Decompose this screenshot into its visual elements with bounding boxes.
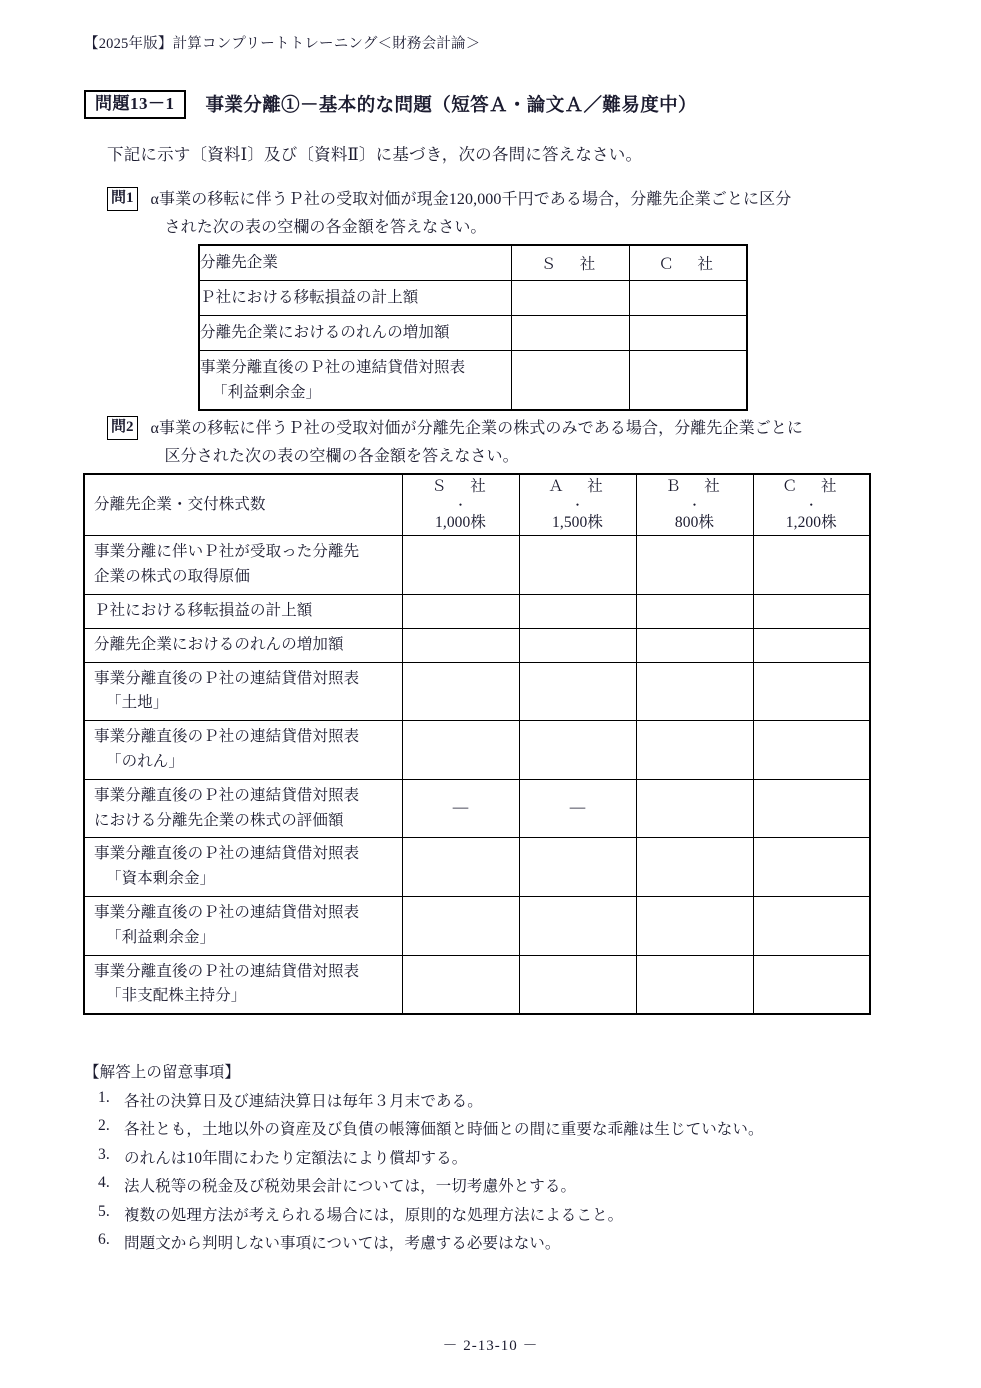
table-row (84, 955, 870, 1014)
table2-header-label: 分離先企業・交付株式数 (84, 474, 402, 536)
answer-cell[interactable] (519, 955, 636, 1014)
answer-cell[interactable] (753, 721, 870, 780)
table-row (84, 536, 870, 595)
note-text: 問題文から判明しない事項については，考慮する必要はない。 (124, 1235, 561, 1252)
answer-cell[interactable] (753, 838, 870, 897)
table1-row-label: 分離先企業におけるのれんの増加額 (199, 316, 511, 351)
answer-cell[interactable] (636, 838, 753, 897)
answer-cell[interactable] (402, 721, 519, 780)
question-2-line-2: 区分された次の表の空欄の各金額を答えなさい。 (164, 447, 519, 465)
table-row (84, 721, 870, 780)
col-separator-dot: ・ (805, 497, 818, 512)
note-text: 各社とも，土地以外の資産及び負債の帳簿価額と時価との間に重要な乖離は生じていない。 (124, 1121, 764, 1138)
note-number: 3. (98, 1145, 110, 1163)
answer-cell[interactable] (753, 594, 870, 628)
answer-cell[interactable] (402, 838, 519, 897)
answer-cell[interactable] (636, 779, 753, 838)
table-row (199, 281, 747, 316)
col-name: Ａ 社 (548, 478, 607, 495)
answer-cell[interactable] (753, 536, 870, 595)
answer-cell[interactable] (636, 721, 753, 780)
table2-col-c (753, 474, 870, 536)
col-shares: 1,200株 (785, 513, 837, 531)
note-number: 4. (98, 1174, 110, 1191)
table2-row-label: Ｐ社における移転損益の計上額 (84, 594, 402, 628)
list-item (84, 1174, 764, 1196)
answer-cell-not-applicable: — (402, 779, 519, 838)
list-item (84, 1089, 764, 1111)
answer-cell[interactable] (402, 536, 519, 595)
col-separator-dot: ・ (688, 497, 701, 512)
note-number: 1. (98, 1088, 110, 1106)
label-line-1: 事業分離直後のＰ社の連結貸借対照表 (94, 786, 360, 804)
answer-cell[interactable] (753, 955, 870, 1014)
answer-cell[interactable] (402, 628, 519, 662)
answer-cell[interactable] (402, 896, 519, 955)
question-2-text (151, 415, 803, 470)
answer-cell[interactable] (753, 628, 870, 662)
label-line-2: 「利益剰余金」 (106, 928, 216, 946)
question-1-text (151, 186, 792, 241)
table1-header-label: 分離先企業 (199, 245, 511, 281)
table2-row-label (84, 662, 402, 721)
table2-col-a (519, 474, 636, 536)
table2-row-label (84, 896, 402, 955)
question-2-line-1: α事業の移転に伴うＰ社の受取対価が分離先企業の株式のみである場合，分離先企業ごとに (150, 420, 803, 437)
answer-cell[interactable] (753, 662, 870, 721)
answer-cell[interactable] (629, 281, 747, 316)
label-line-2: 「非支配株主持分」 (106, 987, 247, 1005)
note-number: 5. (98, 1202, 110, 1220)
note-number: 6. (98, 1231, 110, 1248)
label-line-2: 企業の株式の取得原価 (94, 568, 251, 586)
answer-cell-not-applicable: — (519, 779, 636, 838)
label-line-1: 事業分離直後のＰ社の連結貸借対照表 (94, 728, 360, 746)
label-line-1: 事業分離直後のＰ社の連結貸借対照表 (94, 962, 360, 980)
table-row (84, 662, 870, 721)
answer-cell[interactable] (636, 628, 753, 662)
question-1-block (107, 186, 791, 241)
note-text: 法人税等の税金及び税効果会計については，一切考慮外とする。 (124, 1178, 577, 1195)
label-line-2: 「資本剰余金」 (106, 870, 216, 888)
page-footer: － 2-13-10 － (442, 1338, 539, 1354)
table-row (199, 316, 747, 351)
answer-cell[interactable] (636, 536, 753, 595)
col-shares: 800株 (674, 513, 715, 531)
table2-row-label (84, 779, 402, 838)
answer-cell[interactable] (753, 779, 870, 838)
table-row (84, 474, 870, 536)
answer-cell[interactable] (519, 662, 636, 721)
answer-cell[interactable] (511, 351, 629, 411)
note-text: のれんは10年間にわたり定額法により償却する。 (124, 1149, 468, 1167)
notes-section (84, 1060, 764, 1253)
answer-cell[interactable] (511, 316, 629, 351)
notes-title: 【解答上の留意事項】 (84, 1064, 241, 1081)
answer-cell[interactable] (629, 316, 747, 351)
question-1-line-1: α事業の移転に伴うＰ社の受取対価が現金120,000千円である場合，分離先企業ごとに区分 (150, 191, 792, 208)
col-separator-dot: ・ (571, 497, 584, 512)
label-line-1: 事業分離に伴いＰ社が受取った分離先 (94, 543, 360, 561)
problem-title-row (84, 90, 697, 119)
col-name: Ｓ 社 (431, 478, 490, 495)
table2-row-label (84, 536, 402, 595)
question-2-table (83, 473, 871, 1015)
note-text: 複数の処理方法が考えられる場合には，原則的な処理方法によること。 (124, 1206, 624, 1224)
answer-cell[interactable] (519, 896, 636, 955)
col-name: Ｃ 社 (781, 478, 841, 495)
question-2-number: 問2 (107, 416, 138, 440)
answer-cell[interactable] (636, 662, 753, 721)
table1-row-label: Ｐ社における移転損益の計上額 (199, 281, 511, 316)
answer-cell[interactable] (519, 628, 636, 662)
table1-col-s: Ｓ 社 (511, 245, 629, 281)
label-line-1: 事業分離直後のＰ社の連結貸借対照表 (94, 903, 360, 921)
label-line-2: 「のれん」 (106, 752, 185, 770)
table1-col-c: Ｃ 社 (629, 245, 747, 281)
col-shares: 1,500株 (552, 513, 603, 531)
answer-cell[interactable] (636, 955, 753, 1014)
answer-cell[interactable] (753, 896, 870, 955)
running-head: 【2025年版】計算コンプリートトレーニング＜財務会計論＞ (84, 36, 481, 52)
table2-row-label: 分離先企業におけるのれんの増加額 (84, 628, 402, 662)
label-line-1: 事業分離直後のＰ社の連結貸借対照表 (94, 845, 360, 863)
answer-cell[interactable] (402, 955, 519, 1014)
col-separator-dot: ・ (454, 497, 467, 512)
problem-number-box: 問題13－1 (84, 90, 186, 119)
list-item (84, 1146, 764, 1168)
label-line-2: 「利益剰余金」 (212, 384, 322, 401)
question-2-block (107, 415, 803, 470)
answer-cell[interactable] (402, 662, 519, 721)
list-item (84, 1203, 764, 1225)
answer-cell[interactable] (511, 281, 629, 316)
table-row (84, 779, 870, 838)
table-row (84, 896, 870, 955)
answer-cell[interactable] (519, 536, 636, 595)
question-1-number: 問1 (107, 187, 138, 211)
label-line-2: 「土地」 (106, 694, 169, 712)
lead-instruction: 下記に示す〔資料Ⅰ〕及び〔資料Ⅱ〕に基づき，次の各問に答えなさい。 (107, 145, 643, 164)
table1-row-label (199, 351, 511, 411)
page-title: 事業分離①－基本的な問題（短答Ａ・論文Ａ／難易度中） (205, 96, 697, 117)
question-1-table (198, 244, 748, 411)
table-row (84, 838, 870, 897)
label-line-1: 事業分離直後のＰ社の連結貸借対照表 (94, 669, 360, 687)
question-1-line-2: された次の表の空欄の各金額を答えなさい。 (164, 218, 487, 236)
table-row (84, 628, 870, 662)
col-shares: 1,000株 (435, 513, 486, 531)
note-number: 2. (98, 1117, 110, 1134)
answer-cell[interactable] (519, 594, 636, 628)
table2-row-label (84, 838, 402, 897)
answer-cell[interactable] (519, 838, 636, 897)
label-line-1: 事業分離直後のＰ社の連結貸借対照表 (200, 358, 466, 376)
table2-row-label (84, 721, 402, 780)
table2-col-b (636, 474, 753, 536)
answer-cell[interactable] (636, 594, 753, 628)
answer-cell[interactable] (629, 351, 747, 411)
table-row (84, 594, 870, 628)
col-name: Ｂ 社 (665, 478, 724, 495)
label-line-2: における分離先企業の株式の評価額 (94, 811, 344, 829)
answer-cell[interactable] (636, 896, 753, 955)
list-item (84, 1231, 764, 1253)
answer-cell[interactable] (519, 721, 636, 780)
table-row (199, 245, 747, 281)
table-row (199, 351, 747, 411)
answer-cell[interactable] (402, 594, 519, 628)
table2-col-s (402, 474, 519, 536)
note-text: 各社の決算日及び連結決算日は毎年３月末である。 (124, 1092, 483, 1110)
list-item (84, 1117, 764, 1139)
table2-row-label (84, 955, 402, 1014)
